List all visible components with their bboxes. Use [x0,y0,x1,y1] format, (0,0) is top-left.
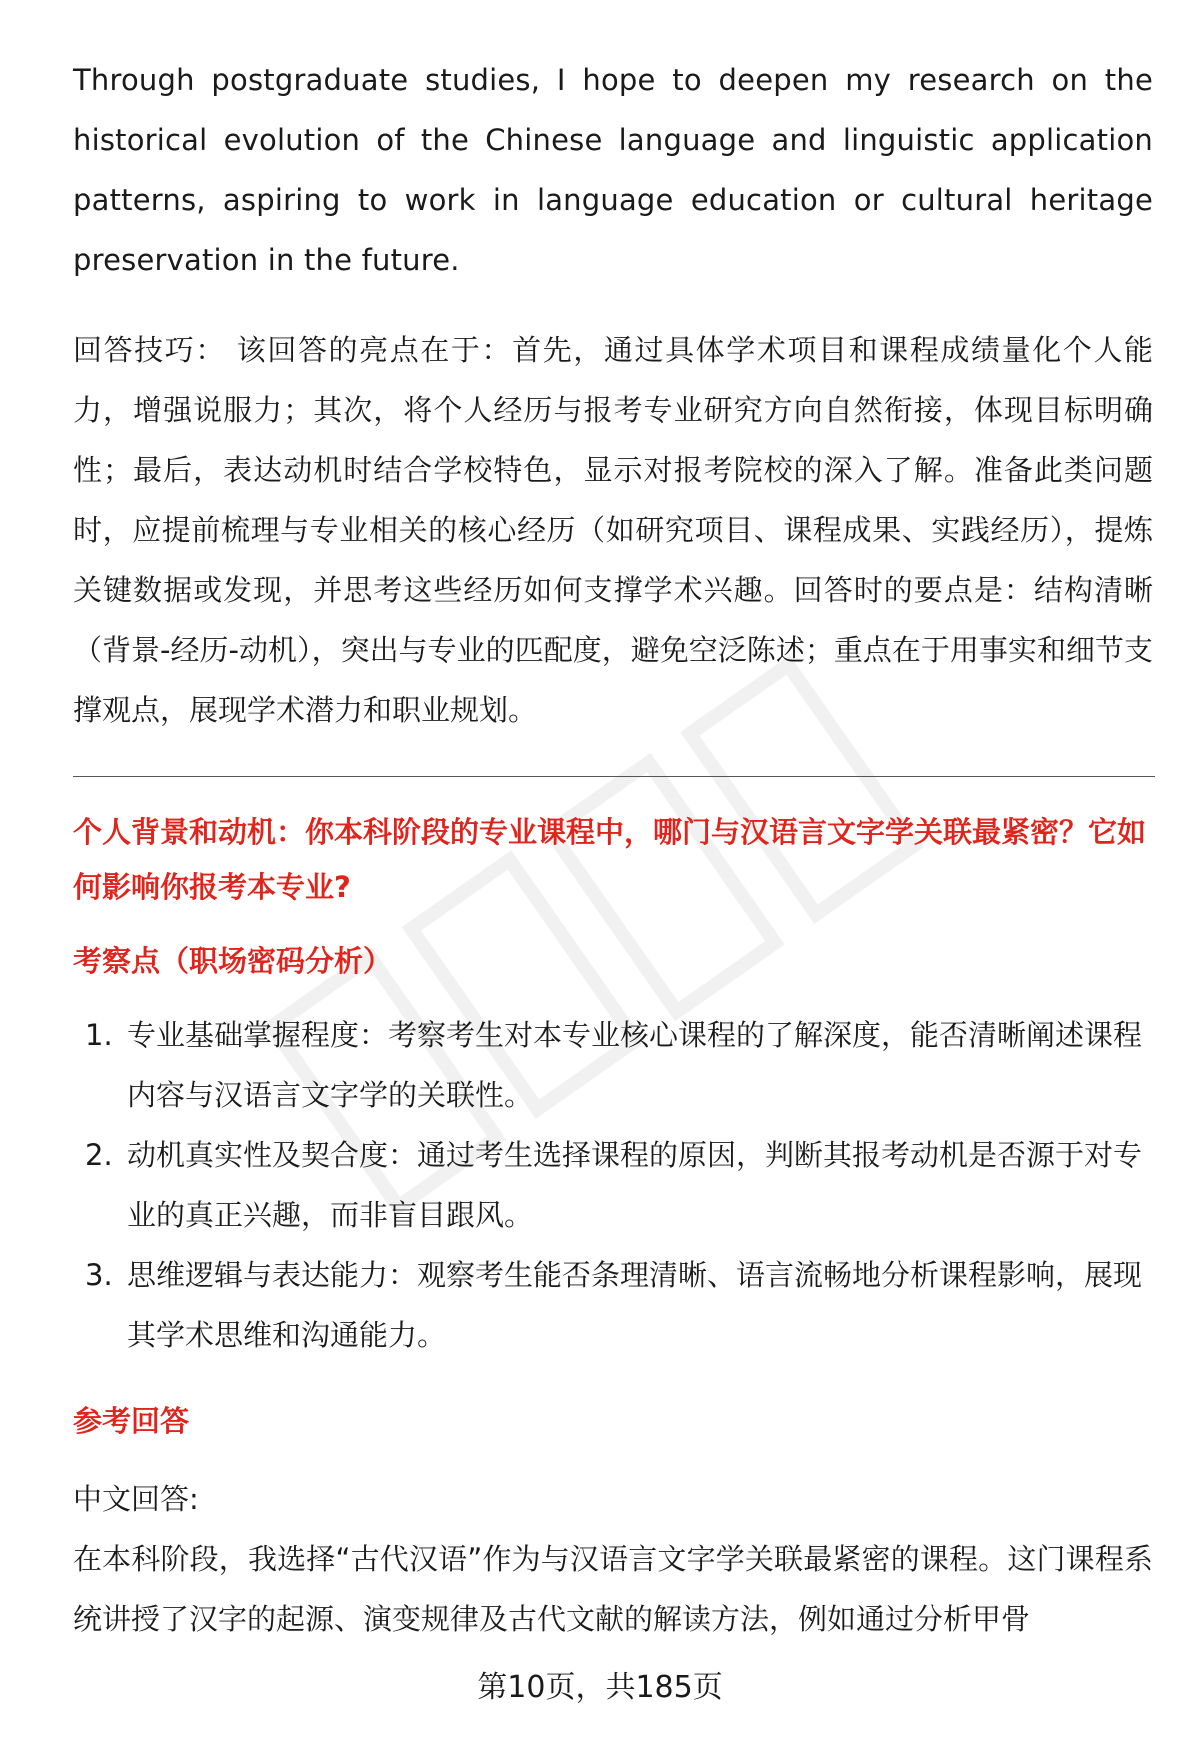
list-number: 3. [85,1258,113,1292]
section-divider [73,776,1155,777]
document-page [73,50,1153,1649]
list-item-text: 思维逻辑与表达能力：观察考生能否条理清晰、语言流畅地分析课程影响，展现其学术思维和沟通能力。 [127,1258,1143,1352]
assessment-list [73,1005,1153,1365]
chinese-answer-label: 中文回答: [73,1482,199,1516]
page-number-footer: 第10页，共185页 [477,1670,723,1705]
list-number: 2. [85,1138,113,1172]
list-item [73,1005,1153,1125]
list-item [73,1245,1153,1365]
list-item [73,1125,1153,1245]
reference-answer-heading: 参考回答 [73,1404,190,1438]
list-item-text: 动机真实性及契合度：通过考生选择课程的原因，判断其报考动机是否源于对专业的真正兴趣，而非盲目跟风。 [127,1138,1143,1232]
interview-question: 个人背景和动机：你本科阶段的专业课程中，哪门与汉语言文字学关联最紧密？它如何影响你报考本专业? [73,815,1147,904]
chinese-answer-text: 在本科阶段，我选择“古代汉语”作为与汉语言文字学关联最紧密的课程。这门课程系统讲授了汉字的起源、演变规律及古代文献的解读方法，例如通过分析甲骨 [73,1542,1153,1636]
list-item-text: 专业基础掌握程度：考察考生对本专业核心课程的了解深度，能否清晰阐述课程内容与汉语言文字学的关联性。 [127,1018,1143,1112]
intro-paragraph: Through postgraduate studies, I hope to deepen my research on the historical evolution of the Chinese language and linguistic application patterns, aspiring to work in language education or cultural heritage preservation in the future. [73,63,1153,277]
answer-tips-paragraph: 回答技巧： 该回答的亮点在于：首先，通过具体学术项目和课程成绩量化个人能力，增强说服力；其次，将个人经历与报考专业研究方向自然衔接，体现目标明确性；最后，表达动机时结合学校特色，显示对报考院校的深入了解。准备此类问题时，应提前梳理与专业相关的核心经历（如研究项目、课程成果、实践经历），提炼关键数据或发现，并思考这些经历如何支撑学术兴趣。回答时的要点是：结构清晰（背景-经历-动机），突出与专业的匹配度，避免空泛陈述；重点在于用事实和细节支撑观点，展现学术潜力和职业规划。 [73,333,1153,727]
list-number: 1. [85,1018,113,1052]
assessment-heading: 考察点（职场密码分析） [73,944,393,978]
